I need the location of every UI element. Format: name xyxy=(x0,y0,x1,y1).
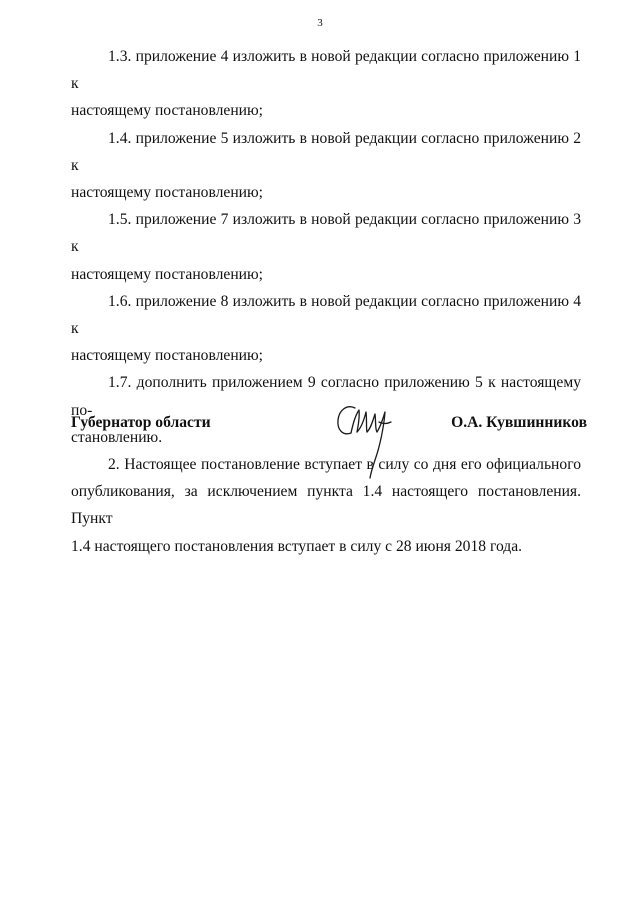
paragraph-line: становлению. xyxy=(71,428,163,446)
paragraph-1-6 xyxy=(71,288,581,370)
paragraph-line: настоящему постановлению; xyxy=(71,265,264,283)
paragraph-line: 1.3. приложение 4 изложить в новой редакции согласно приложению 1 к xyxy=(71,48,581,93)
paragraph-line: настоящему постановлению; xyxy=(71,102,264,120)
paragraph-1-5 xyxy=(71,206,581,288)
paragraph-line: 1.7. дополнить приложением 9 согласно приложению 5 к настоящему по- xyxy=(71,374,581,419)
paragraph-line: опубликования, за исключением пункта 1.4 настоящего постановления. Пункт xyxy=(71,483,581,528)
handwritten-signature-icon xyxy=(333,402,405,480)
paragraph-line: настоящему постановлению; xyxy=(71,347,264,365)
paragraph-1-4 xyxy=(71,125,581,207)
paragraph-line: настоящему постановлению; xyxy=(71,184,264,202)
paragraph-line: 2. Настоящее постановление вступает в силу со дня его официального xyxy=(108,456,581,474)
page-number: 3 xyxy=(317,17,323,29)
paragraph-line: 1.4 настоящего постановления вступает в силу с 28 июня 2018 года. xyxy=(71,537,523,555)
signature-block xyxy=(71,412,587,492)
signatory-title: Губернатор области xyxy=(71,414,211,431)
paragraph-1-3 xyxy=(71,43,581,125)
signatory-name: О.А. Кувшинников xyxy=(451,414,587,431)
paragraph-line: 1.6. приложение 8 изложить в новой редакции согласно приложению 4 к xyxy=(71,292,581,338)
paragraph-line: 1.5. приложение 7 изложить в новой редакции согласно приложению 3 к xyxy=(71,211,581,256)
paragraph-line: 1.4. приложение 5 изложить в новой редакции согласно приложению 2 к xyxy=(71,129,581,174)
